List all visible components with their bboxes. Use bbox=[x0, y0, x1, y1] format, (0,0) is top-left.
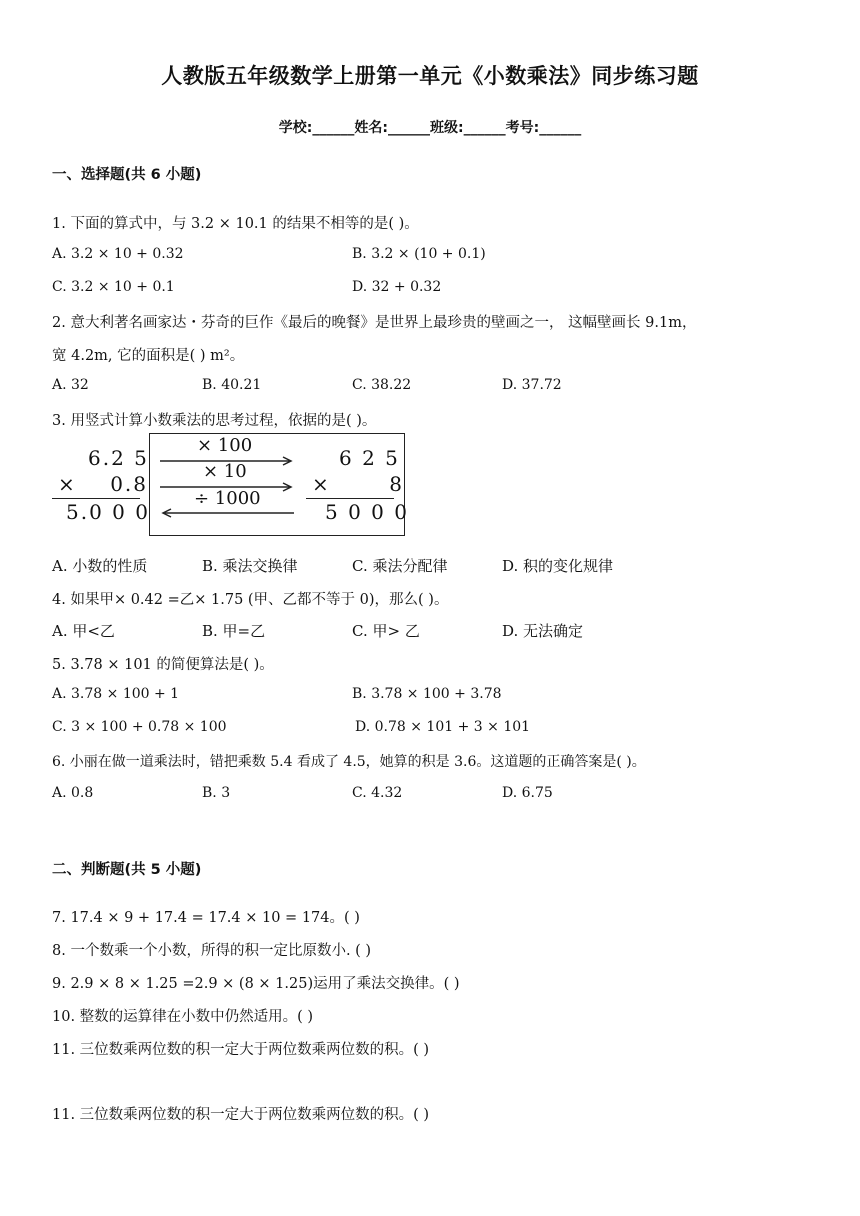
student-info-line: 学校:______姓名:______班级:______考号:______ bbox=[278, 120, 582, 136]
q1-option-d: D. 32 + 0.32 bbox=[352, 279, 442, 295]
fig-arrow-label-div1000: ÷ 1000 bbox=[194, 488, 261, 509]
q3-option-c: C. 乘法分配律 bbox=[352, 557, 448, 575]
question-4: 4. 如果甲× 0.42 =乙× 1.75 (甲、乙都不等于 0)，那么( )。 bbox=[52, 592, 449, 608]
question-10: 10. 整数的运算律在小数中仍然适用。( ) bbox=[52, 1009, 314, 1025]
q4-option-d: D. 无法确定 bbox=[502, 622, 584, 640]
section-heading-judge: 二、判断题(共 5 小题) bbox=[52, 862, 202, 878]
q2-option-c: C. 38.22 bbox=[352, 377, 412, 393]
q1-option-a: A. 3.2 × 10 + 0.32 bbox=[52, 246, 184, 262]
q4-option-c: C. 甲> 乙 bbox=[352, 622, 420, 640]
q5-option-a: A. 3.78 × 100 + 1 bbox=[52, 686, 180, 702]
question-6: 6. 小丽在做一道乘法时，错把乘数 5.4 看成了 4.5，她算的积是 3.6。这道题的正确答案是( )。 bbox=[52, 754, 646, 770]
q4-option-b: B. 甲=乙 bbox=[202, 622, 266, 640]
question-2-line-2: 宽 4.2m, 它的面积是( ) m²。 bbox=[52, 348, 245, 364]
fig-left-multiplier: × 0.8 bbox=[58, 472, 148, 496]
q3-option-a: A. 小数的性质 bbox=[52, 557, 148, 575]
fig-left-rule bbox=[52, 498, 140, 499]
q5-option-d: D. 0.78 × 101 + 3 × 101 bbox=[355, 719, 531, 735]
fig-arrow-label-x10: × 10 bbox=[203, 461, 247, 482]
question-9: 9. 2.9 × 8 × 1.25 =2.9 × (8 × 1.25)运用了乘法交换律。( ) bbox=[52, 976, 460, 992]
fig-right-multiplier: × 8 bbox=[312, 472, 404, 496]
question-11-repeat: 11. 三位数乘两位数的积一定大于两位数乘两位数的积。( ) bbox=[52, 1107, 430, 1123]
question-1: 1. 下面的算式中，与 3.2 × 10.1 的结果不相等的是( )。 bbox=[52, 216, 419, 232]
fig-right-rule bbox=[306, 498, 394, 499]
q1-option-b: B. 3.2 × (10 + 0.1) bbox=[352, 246, 486, 262]
q1-option-c: C. 3.2 × 10 + 0.1 bbox=[52, 279, 175, 295]
q6-option-c: C. 4.32 bbox=[352, 785, 403, 801]
question-2: 2. 意大利著名画家达・芬奇的巨作《最后的晚餐》是世界上最珍贵的壁画之一， 这幅壁画长 9.1m， bbox=[52, 315, 697, 331]
question-3: 3. 用竖式计算小数乘法的思考过程，依据的是( )。 bbox=[52, 413, 377, 429]
question-8: 8. 一个数乘一个小数，所得的积一定比原数小. ( ) bbox=[52, 943, 372, 959]
q6-option-b: B. 3 bbox=[202, 785, 231, 801]
question-5: 5. 3.78 × 101 的简便算法是( )。 bbox=[52, 657, 274, 673]
q3-option-d: D. 积的变化规律 bbox=[502, 557, 614, 575]
q5-option-b: B. 3.78 × 100 + 3.78 bbox=[352, 686, 502, 702]
fig-left-product: 5.0 0 0 bbox=[66, 500, 150, 524]
q6-option-d: D. 6.75 bbox=[502, 785, 553, 801]
section-heading-choice: 一、选择题(共 6 小题) bbox=[52, 167, 202, 183]
fig-arrow-label-x100: × 100 bbox=[197, 435, 253, 456]
q6-option-a: A. 0.8 bbox=[52, 785, 94, 801]
left-arrow-icon bbox=[160, 507, 296, 519]
fig-left-multiplicand: 6.2 5 bbox=[88, 446, 149, 470]
q5-option-c: C. 3 × 100 + 0.78 × 100 bbox=[52, 719, 227, 735]
question-7: 7. 17.4 × 9 + 17.4 = 17.4 × 10 = 174。( ) bbox=[52, 910, 360, 926]
q2-option-b: B. 40.21 bbox=[202, 377, 262, 393]
q2-option-d: D. 37.72 bbox=[502, 377, 562, 393]
q2-option-a: A. 32 bbox=[52, 377, 89, 393]
question-11: 11. 三位数乘两位数的积一定大于两位数乘两位数的积。( ) bbox=[52, 1042, 430, 1058]
fig-right-multiplicand: 6 2 5 bbox=[339, 446, 400, 470]
page-title: 人教版五年级数学上册第一单元《小数乘法》同步练习题 bbox=[161, 64, 699, 88]
q4-option-a: A. 甲<乙 bbox=[52, 622, 115, 640]
fig-right-product: 5 0 0 0 bbox=[325, 500, 409, 524]
q3-option-b: B. 乘法交换律 bbox=[202, 557, 298, 575]
